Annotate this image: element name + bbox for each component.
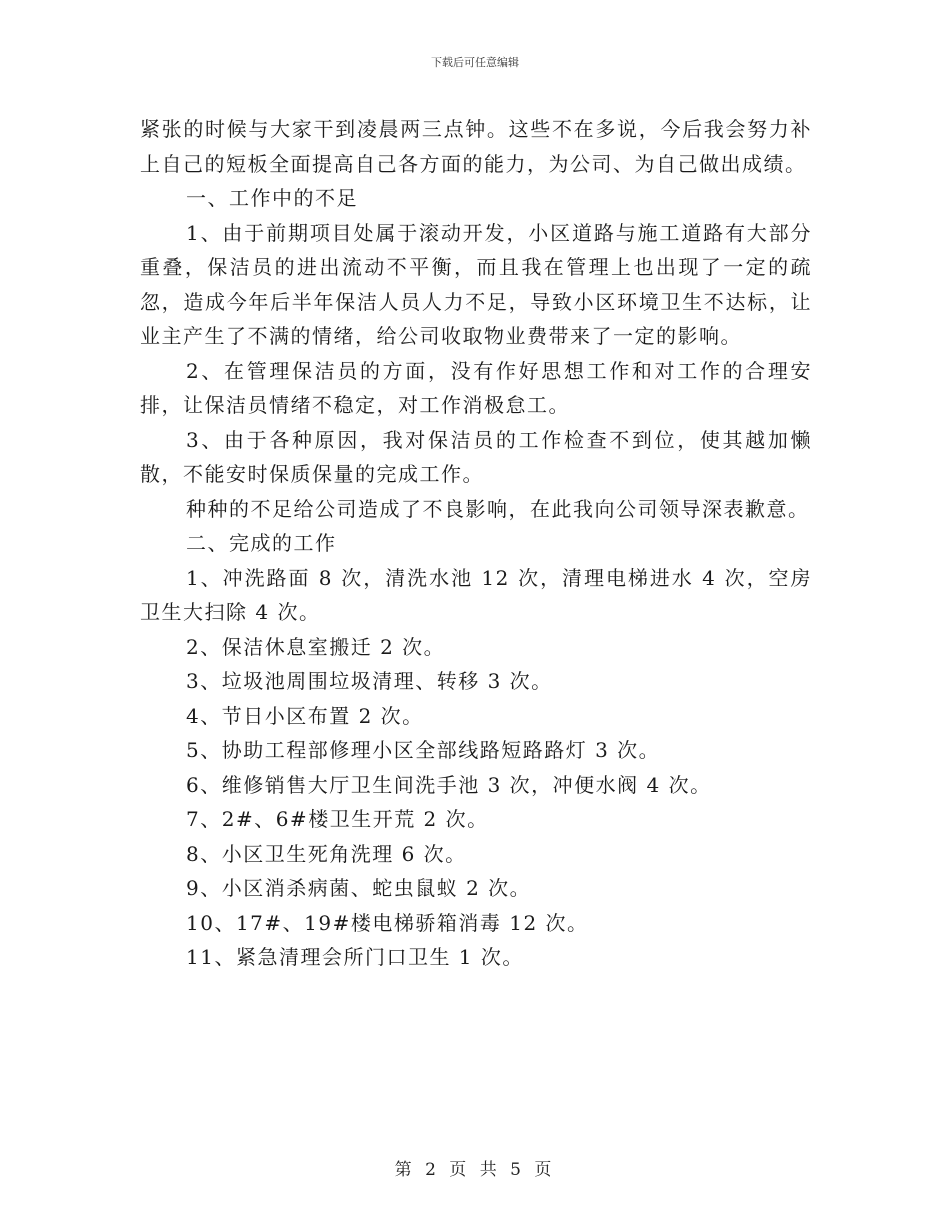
completed-item-2: 2、保洁休息室搬迁 2 次。 [186,634,446,659]
completed-item-7: 7、2#、6#楼卫生开荒 2 次。 [186,807,489,831]
page-header: 下载后可任意编辑 [431,56,519,69]
apology-paragraph: 种种的不足给公司造成了不良影响，在此我向公司领导深表歉意。 [186,496,810,521]
document-body [140,112,812,975]
completed-item-10: 10、17#、19#楼电梯骄箱消毒 12 次。 [186,910,589,935]
completed-item-11: 11、紧急清理会所门口卫生 1 次。 [186,945,524,969]
completed-item-5: 5、协助工程部修理小区全部线路短路路灯 3 次。 [186,738,661,762]
completed-item-9: 9、小区消杀病菌、蛇虫鼠蚁 2 次。 [186,876,532,900]
shortcoming-item-2: 2、在管理保洁员的方面，没有作好思想工作和对工作的合理安排，让保洁员情绪不稳定，对工作消极怠工。 [140,358,812,417]
completed-item-3: 3、垃圾池周围垃圾清理、转移 3 次。 [186,669,553,693]
section-heading-completed-work: 二、完成的工作 [186,531,337,555]
completed-item-6: 6、维修销售大厅卫生间洗手池 3 次，冲便水阀 4 次。 [186,772,712,797]
paragraph-continuation: 紧张的时候与大家干到凌晨两三点钟。这些不在多说，今后我会努力补上自己的短板全面提高自己各方面的能力，为公司、为自己做出成绩。 [140,117,812,176]
completed-item-8: 8、小区卫生死角洗理 6 次。 [186,841,467,866]
completed-item-4: 4、节日小区布置 2 次。 [186,703,424,728]
shortcoming-item-3: 3、由于各种原因，我对保洁员的工作检查不到位，使其越加懒散，不能安时保质保量的完成工作。 [140,427,812,486]
page-number-footer: 第 2 页 共 5 页 [394,1160,556,1180]
section-heading-shortcomings: 一、工作中的不足 [186,186,358,210]
shortcoming-item-1: 1、由于前期项目处属于滚动开发，小区道路与施工道路有大部分重叠，保洁员的进出流动不平衡，而且我在管理上也出现了一定的疏忽，造成今年后半年保洁人员人力不足，导致小区环境卫生不达标，让业主产生了不满的情绪，给公司收取物业费带来了一定的影响。 [140,220,812,348]
completed-item-1: 1、冲洗路面 8 次，清洗水池 12 次，清理电梯进水 4 次，空房卫生大扫除 4 次。 [140,565,812,624]
